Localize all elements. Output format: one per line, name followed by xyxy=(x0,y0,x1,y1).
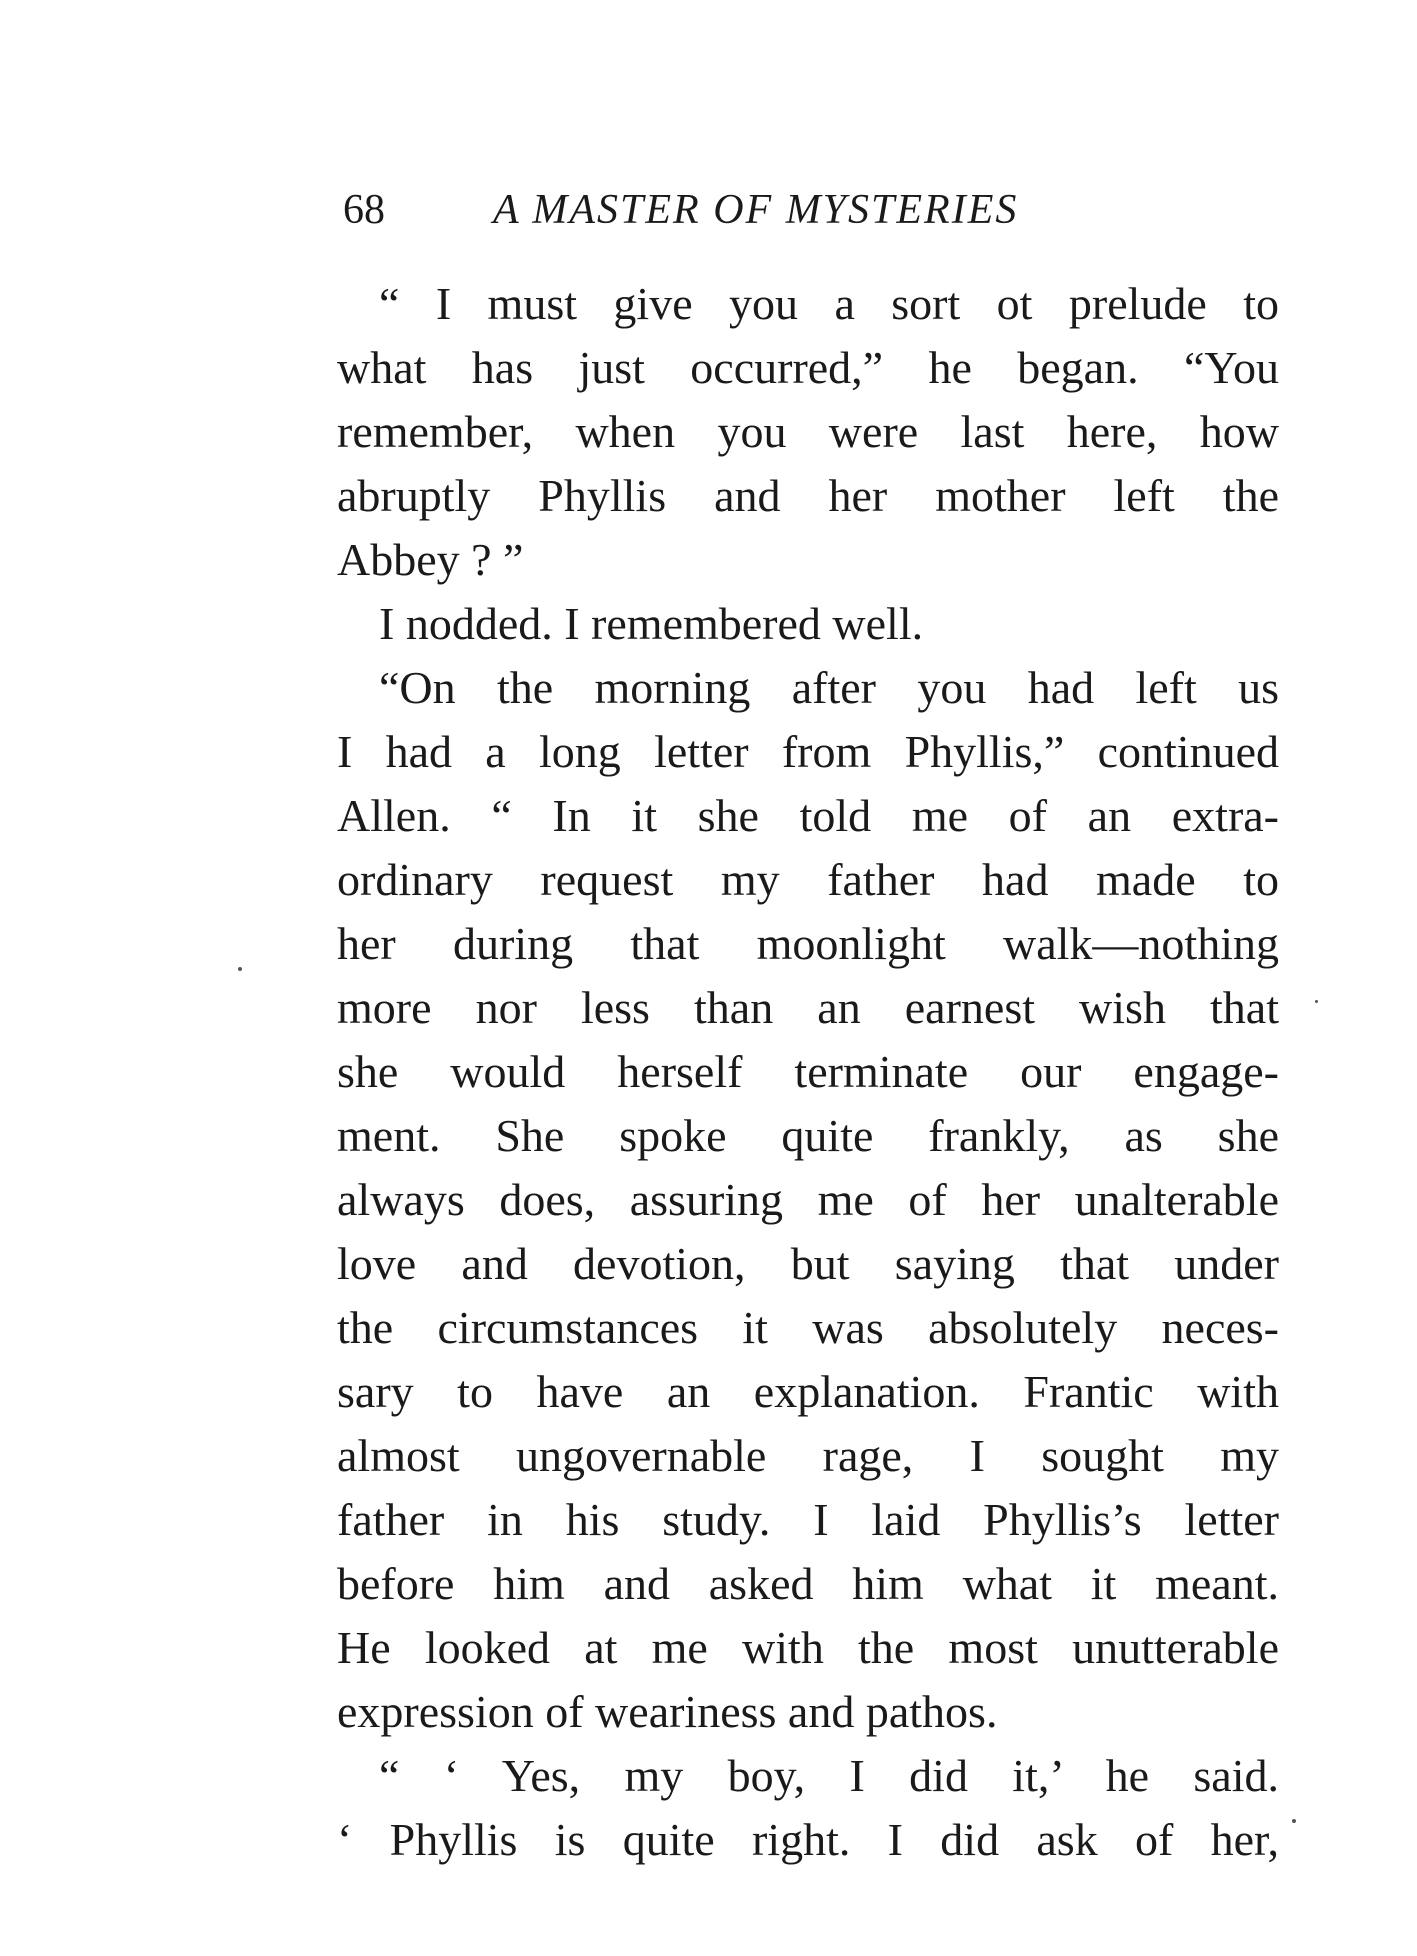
running-title: A MASTER OF MYSTERIES xyxy=(493,187,1019,233)
text-line: the circumstances it was absolutely neces- xyxy=(337,1302,1279,1353)
text-line: what has just occurred,” he began. “You xyxy=(337,342,1279,393)
print-speck xyxy=(1315,1000,1318,1003)
text-line: almost ungovernable rage, I sought my xyxy=(337,1430,1279,1481)
text-line: “On the morning after you had left us xyxy=(379,662,1279,713)
body-text xyxy=(337,272,1279,1872)
text-line: remember, when you were last here, how xyxy=(337,406,1279,457)
text-line: she would herself terminate our engage- xyxy=(337,1046,1279,1097)
text-line: ment. She spoke quite frankly, as she xyxy=(337,1110,1279,1161)
print-speck xyxy=(1292,1819,1296,1823)
page-number: 68 xyxy=(343,187,385,233)
text-line: “ ‘ Yes, my boy, I did it,’ he said. xyxy=(379,1750,1279,1801)
text-line: He looked at me with the most unutterable xyxy=(337,1622,1279,1673)
text-line: before him and asked him what it meant. xyxy=(337,1558,1279,1609)
text-line: abruptly Phyllis and her mother left the xyxy=(337,470,1279,521)
text-line: love and devotion, but saying that under xyxy=(337,1238,1279,1289)
text-line: Abbey ? ” xyxy=(337,534,524,585)
text-line: father in his study. I laid Phyllis’s letter xyxy=(337,1494,1279,1545)
text-line: sary to have an explanation. Frantic with xyxy=(337,1366,1279,1417)
text-line: I nodded. I remembered well. xyxy=(379,598,924,649)
text-line: her during that moonlight walk—nothing xyxy=(337,918,1279,969)
text-line: ordinary request my father had made to xyxy=(337,854,1279,905)
text-line: Allen. “ In it she told me of an extra- xyxy=(337,790,1279,841)
text-line: ‘ Phyllis is quite right. I did ask of her, xyxy=(337,1814,1279,1865)
text-line: expression of weariness and pathos. xyxy=(337,1686,998,1737)
print-speck xyxy=(238,967,242,971)
text-line: always does, assuring me of her unalterable xyxy=(337,1174,1279,1225)
text-line: I had a long letter from Phyllis,” continued xyxy=(337,726,1279,777)
page-header xyxy=(343,180,1283,240)
text-line: “ I must give you a sort ot prelude to xyxy=(379,278,1279,329)
text-line: more nor less than an earnest wish that xyxy=(337,982,1279,1033)
